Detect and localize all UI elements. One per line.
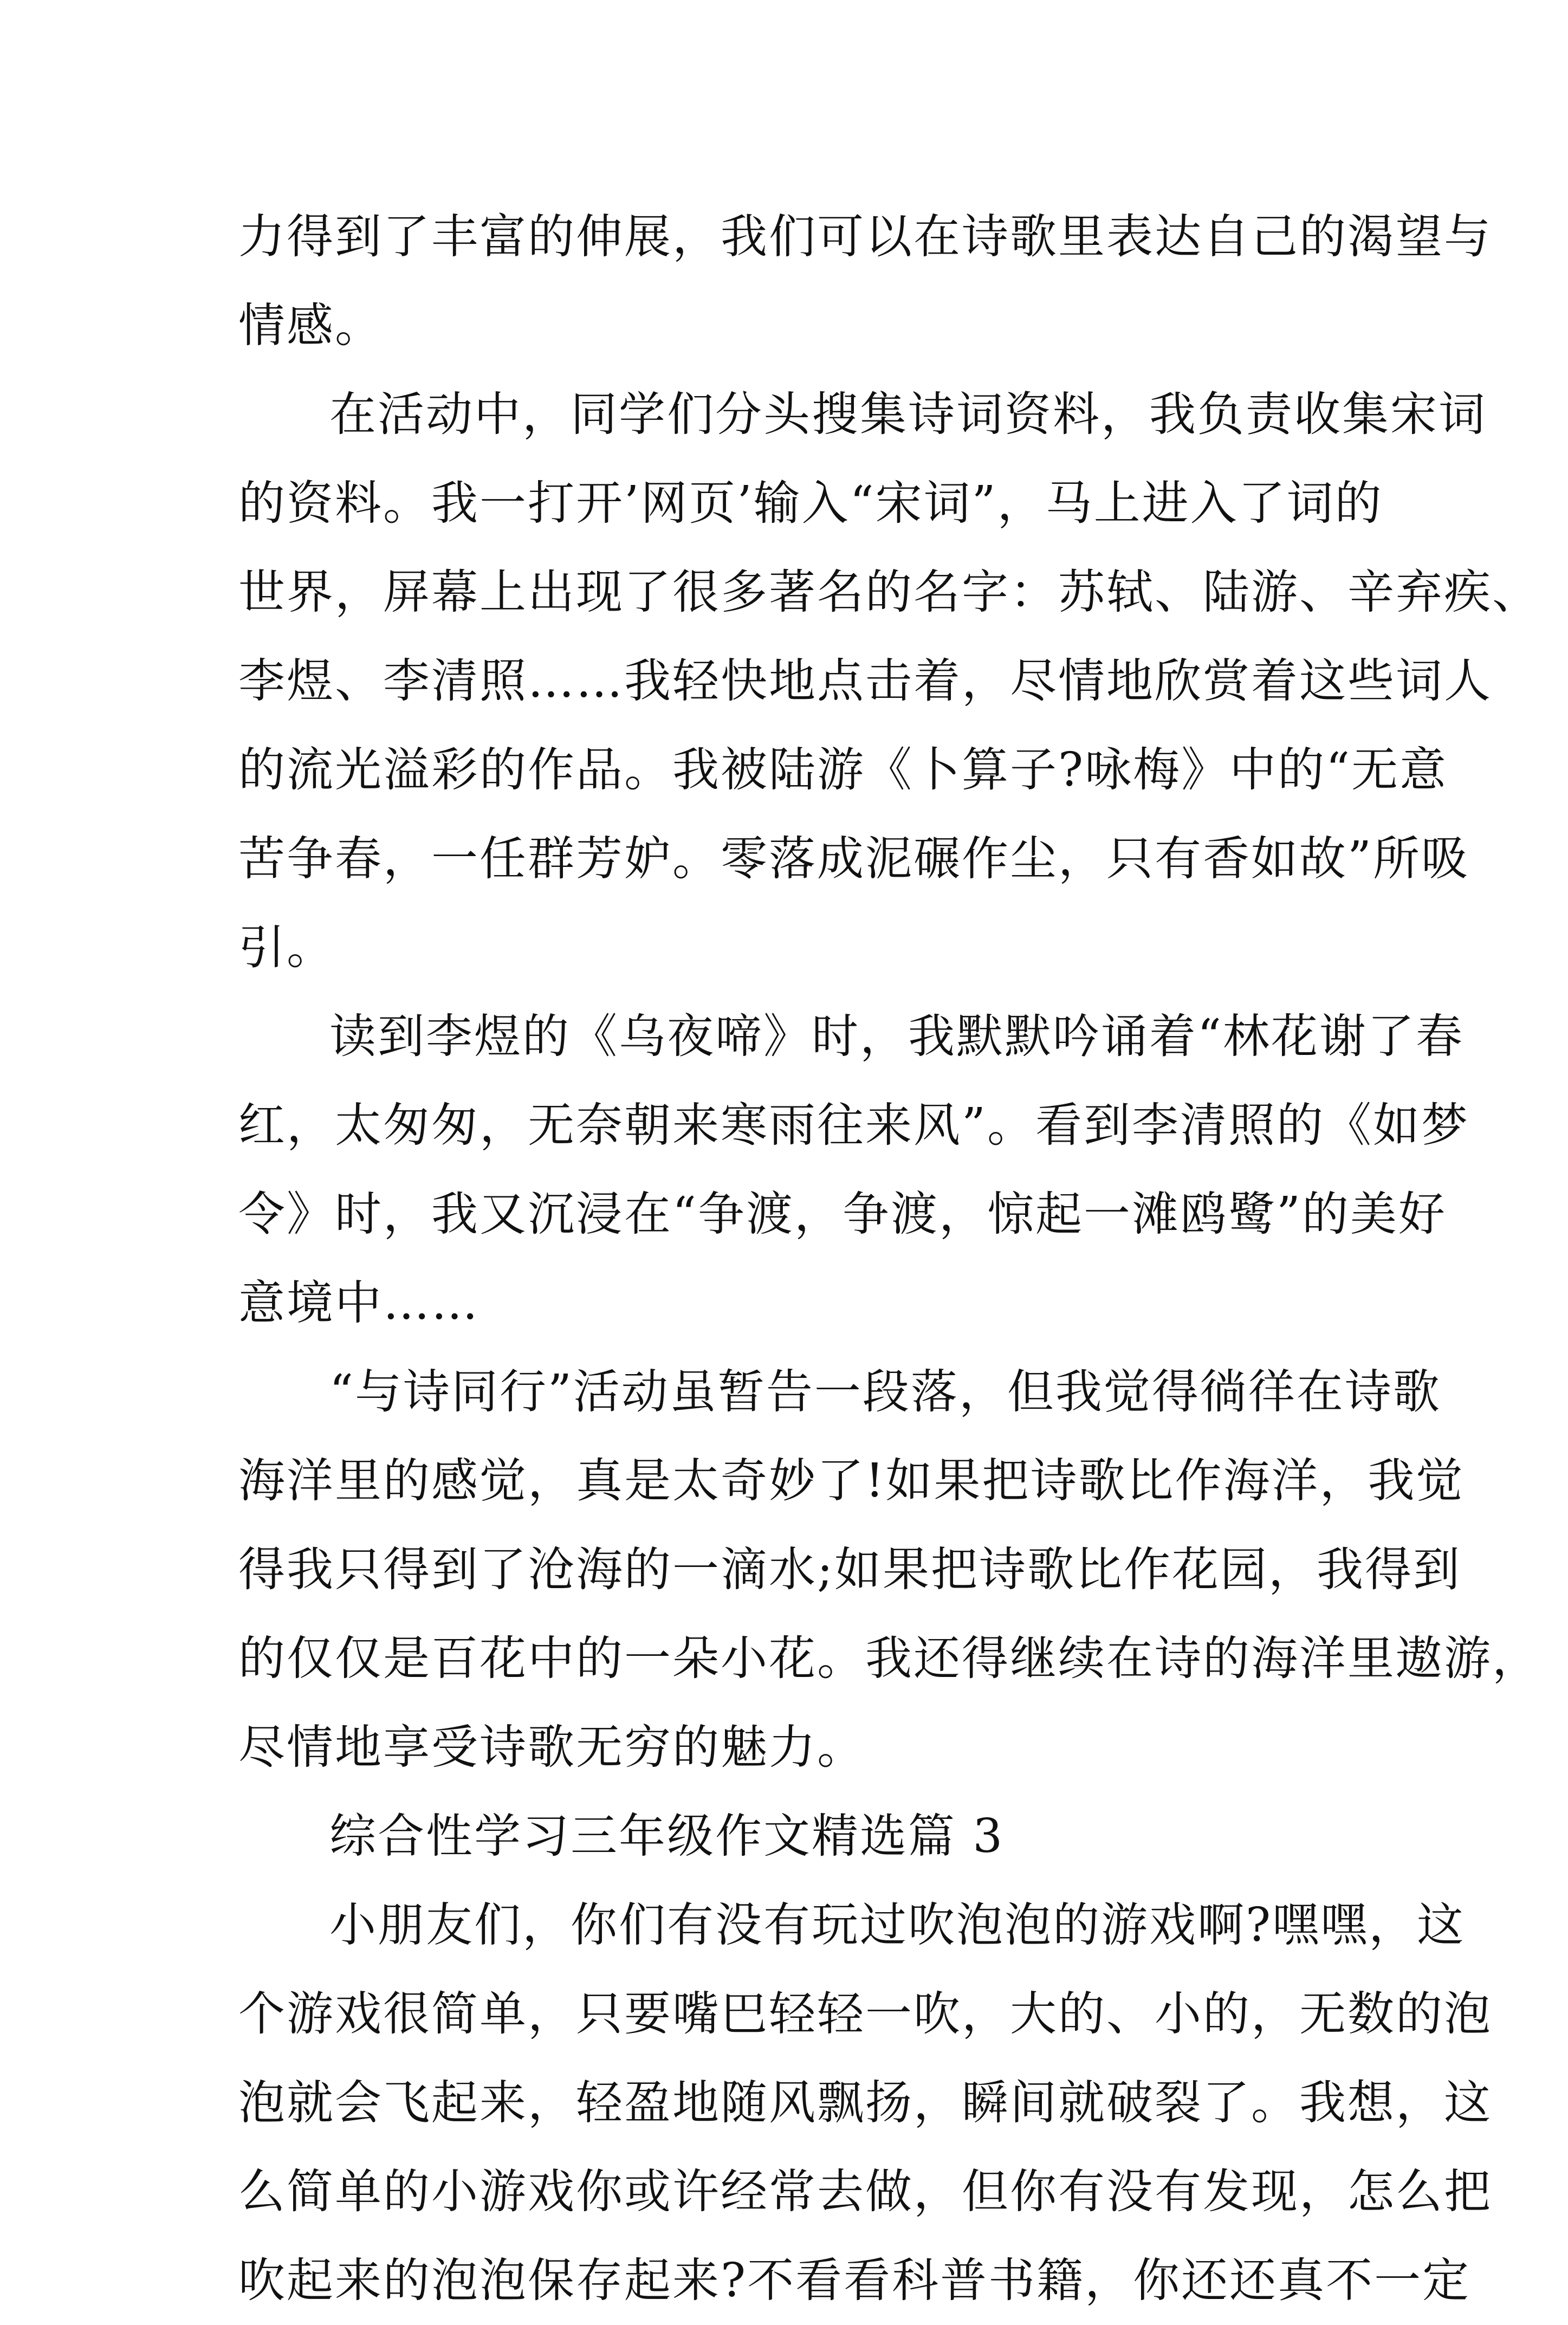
text-line: 得我只得到了沧海的一滴水;如果把诗歌比作花园，我得到 (238, 1543, 1461, 1597)
paragraph-4 (238, 1348, 1540, 1792)
text-line: 在活动中，同学们分头搜集诗词资料，我负责收集宋词 (329, 387, 1487, 442)
text-line: 红，太匆匆，无奈朝来寒雨往来风”。看到李清照的《如梦 (238, 1098, 1469, 1152)
text-line: 个游戏很简单，只要嘴巴轻轻一吹，大的、小的，无数的泡 (238, 1987, 1492, 2041)
text-line: 意境中…… (238, 1276, 480, 1330)
text-line: 读到李煜的《乌夜啼》时，我默默吟诵着“林花谢了春 (329, 1009, 1464, 1064)
text-line: 的仅仅是百花中的一朵小花。我还得继续在诗的海洋里遨游， (238, 1631, 1540, 1686)
text-line: 世界，屏幕上出现了很多著名的名字：苏轼、陆游、辛弃疾、 (238, 565, 1540, 619)
section-heading (238, 1792, 1338, 1881)
paragraph-2 (238, 370, 1540, 992)
text-line: 海洋里的感觉，真是太奇妙了!如果把诗歌比作海洋，我觉 (238, 1454, 1465, 1508)
text-line: 小朋友们，你们有没有玩过吹泡泡的游戏啊?嘿嘿，这 (329, 1898, 1466, 1952)
text-line: “与诗同行”活动虽暂告一段落，但我觉得徜徉在诗歌 (329, 1365, 1441, 1419)
document-body (238, 192, 1540, 2325)
text-line: 苦争春，一任群芳妒。零落成泥碾作尘，只有香如故”所吸 (238, 832, 1469, 886)
text-line: 引。 (238, 921, 335, 975)
text-line: 吹起来的泡泡保存起来?不看看科普书籍，你还还真不一定 (238, 2253, 1471, 2308)
paragraph-1 (238, 192, 1492, 370)
text-line: 尽情地享受诗歌无穷的魅力。 (238, 1720, 865, 1774)
paragraph-5 (238, 1881, 1492, 2325)
text-line: 力得到了丰富的伸展，我们可以在诗歌里表达自己的渴望与 (238, 210, 1492, 264)
text-line: 的资料。我一打开’网页’输入“宋词”，马上进入了词的 (238, 476, 1383, 530)
text-line: 情感。 (238, 299, 383, 353)
text-line: 的流光溢彩的作品。我被陆游《卜算子?咏梅》中的“无意 (238, 743, 1448, 797)
text-line: 泡就会飞起来，轻盈地随风飘扬，瞬间就破裂了。我想，这 (238, 2076, 1492, 2130)
heading-line: 综合性学习三年级作文精选篇 3 (329, 1809, 1005, 1863)
text-line: 么简单的小游戏你或许经常去做，但你有没有发现，怎么把 (238, 2165, 1492, 2219)
text-line: 令》时，我又沉浸在“争渡，争渡，惊起一滩鸥鹭”的美好 (238, 1187, 1447, 1241)
text-line: 李煜、李清照……我轻快地点击着，尽情地欣赏着这些词人 (238, 654, 1492, 708)
paragraph-3 (238, 992, 1469, 1348)
